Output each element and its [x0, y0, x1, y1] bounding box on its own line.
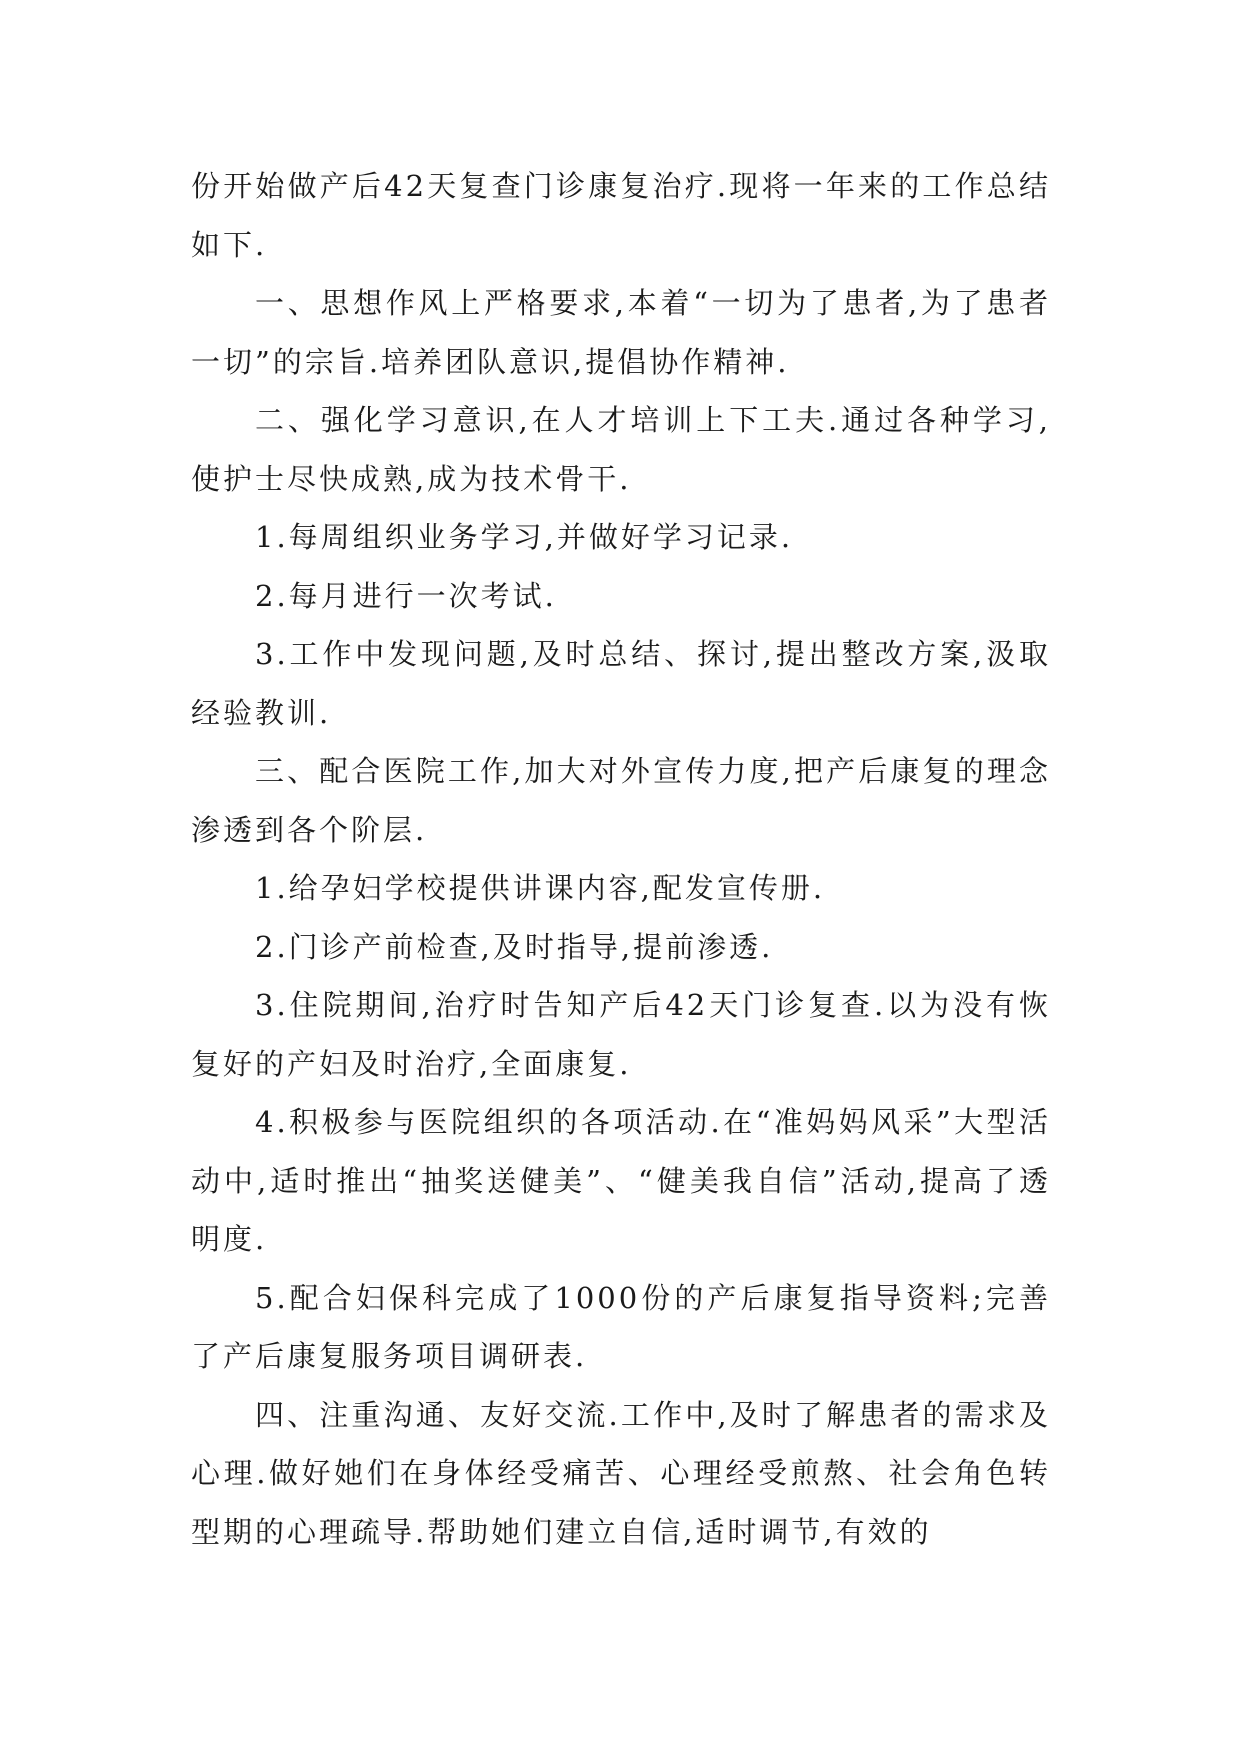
paragraph-section-3-item-4: 4.积极参与医院组织的各项活动.在“准妈妈风采”大型活动中,适时推出“抽奖送健美”、“健美我自信”活动,提高了透明度. [191, 1105, 1051, 1256]
paragraph-section-2-item-1: 1.每周组织业务学习,并做好学习记录. [255, 520, 794, 554]
paragraph-section-2-item-2: 2.每月进行一次考试. [255, 578, 557, 613]
paragraph-section-4: 四、注重沟通、友好交流.工作中,及时了解患者的需求及心理.做好她们在身体经受痛苦、心理经受煎熬、社会角色转型期的心理疏导.帮助她们建立自信,适时调节,有效的 [191, 1397, 1051, 1549]
paragraph-section-2-item-3: 3.工作中发现问题,及时总结、探讨,提出整改方案,汲取经验教训. [191, 637, 1051, 730]
paragraph-section-3-item-3: 3.住院期间,治疗时告知产后42天门诊复查.以为没有恢复好的产妇及时治疗,全面康复. [191, 988, 1051, 1081]
document-body [191, 157, 1051, 1561]
paragraph-section-3-item-2: 2.门诊产前检查,及时指导,提前渗透. [255, 929, 774, 964]
paragraph-section-3: 三、配合医院工作,加大对外宣传力度,把产后康复的理念渗透到各个阶层. [191, 754, 1051, 847]
paragraph-section-2: 二、强化学习意识,在人才培训上下工夫.通过各种学习,使护士尽快成熟,成为技术骨干. [191, 403, 1051, 496]
paragraph-section-3-item-1: 1.给孕妇学校提供讲课内容,配发宣传册. [255, 871, 826, 905]
paragraph-section-1: 一、思想作风上严格要求,本着“一切为了患者,为了患者一切”的宗旨.培养团队意识,提倡协作精神. [191, 286, 1051, 379]
paragraph-intro-continuation: 份开始做产后42天复查门诊康复治疗.现将一年来的工作总结如下. [191, 169, 1051, 262]
paragraph-section-3-item-5: 5.配合妇保科完成了1000份的产后康复指导资料;完善了产后康复服务项目调研表. [191, 1280, 1051, 1373]
